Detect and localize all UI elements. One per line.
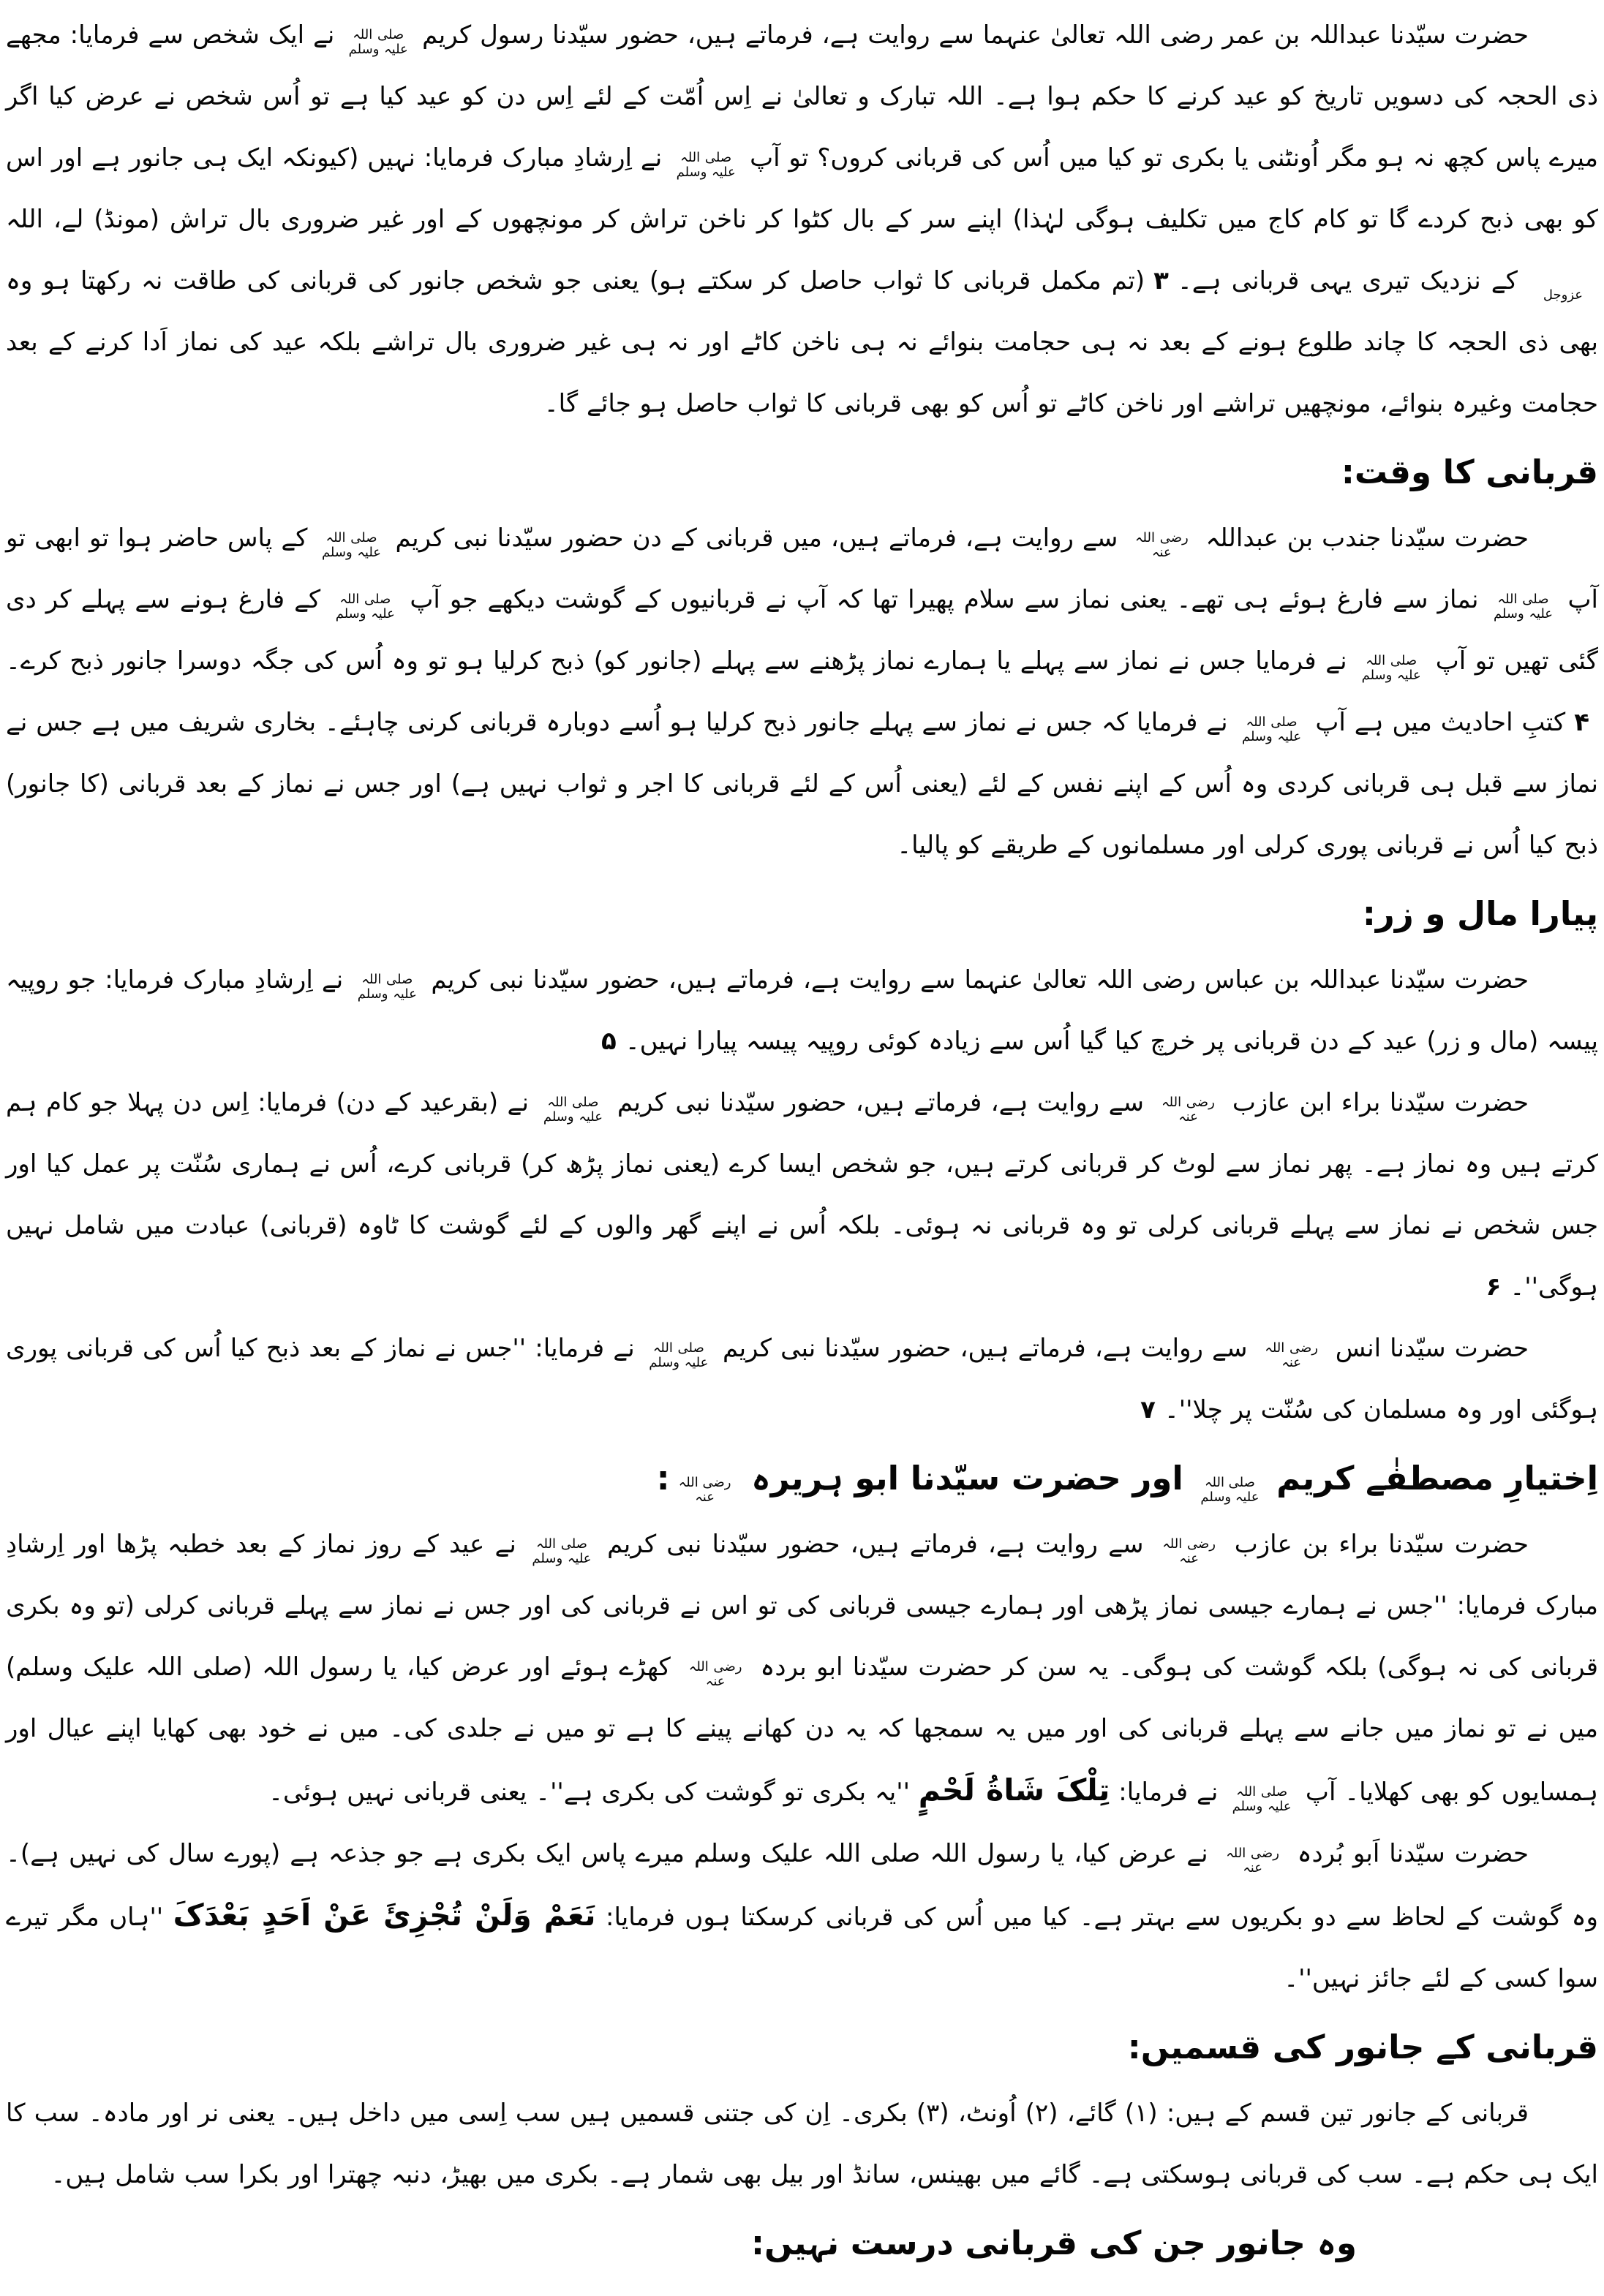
hadith-paragraph <box>6 507 1598 876</box>
hadith-paragraph <box>6 2082 1598 2205</box>
document-content <box>6 4 1598 2277</box>
text-run: سے روایت ہے، فرماتے ہیں، حضور سیّدنا نبی کریم <box>608 1088 1153 1117</box>
text-run: نے اِرشادِ مبارک فرمایا: جو روپیہ پیسہ (مال و زر) عید کے دن قربانی پر خرچ کیا گیا اُس سے زیادہ کوئی روپیہ پیسہ پیارا نہیں۔ <box>6 965 1598 1056</box>
arabic-quote: تِلْکَ شَاةُ لَحْمٍ <box>918 1772 1110 1808</box>
hadith-paragraph <box>6 1072 1598 1318</box>
honorific-mark: رضی اللہ عنہ <box>688 1658 742 1689</box>
honorific-mark: رضی اللہ عنہ <box>1265 1340 1318 1370</box>
text-run: نے فرمایا: <box>1110 1778 1227 1807</box>
hadith-paragraph <box>6 1318 1598 1440</box>
honorific-mark: رضی اللہ عنہ <box>1161 1094 1215 1125</box>
hadith-paragraph <box>6 1823 1598 2009</box>
honorific-mark: عزوجل <box>1543 287 1584 303</box>
honorific-mark: صلی اللہ علیہ وسلم <box>676 149 736 180</box>
text-run: نے عرض کیا، یا رسول اللہ صلی اللہ علیک وسلم میرے پاس ایک بکری ہے جو جذعہ ہے (پورے سال کی نہیں ہے)۔ وہ گوشت کے لحاظ سے دو بکریوں سے بہتر ہے۔ کیا میں اُس کی قربانی کرسکتا ہوں فرمایا: <box>6 1839 1598 1932</box>
hadith-paragraph <box>6 1514 1598 1823</box>
text-run: حضرت سیّدنا براء بن عازب <box>1224 1530 1529 1559</box>
text-run: کھڑے ہوئے اور عرض کیا، یا رسول اللہ (صلی اللہ علیک وسلم) میں نے تو نماز میں جانے سے پہلے قربانی کی اور میں یہ سمجھا کہ یہ دن کھانے پینے کا ہے تو میں نے جلدی کی۔ میں نے خود بھی کھایا اپنے عیال اور ہمسایوں کو بھی کھلایا۔ آپ <box>6 1653 1598 1807</box>
text-run: اِختیارِ مصطفٰے کریم <box>1265 1459 1598 1498</box>
text-run: نے (بقرعید کے دن) فرمایا: اِس دن پہلا جو کام ہم کرتے ہیں وہ نماز ہے۔ پھر نماز سے لوٹ کر قربانی کرتے ہیں، جو شخص ایسا کرے (یعنی نماز پڑھ کر) قربانی کرے، اُس نے ہماری سُنّت پر عمل کیا اور جس شخص نے نماز سے پہلے قربانی کرلی تو وہ قربانی نہ ہوئی۔ بلکہ اُس نے اپنے گھر والوں کے لئے گوشت کا ٹاوہ (قربانی) عبادت میں شامل نہیں ہوگی''۔ <box>6 1088 1598 1302</box>
text-run: نے عید کے روز نماز کے بعد خطبہ پڑھا اور اِرشادِ مبارک فرمایا: ''جس نے ہمارے جیسی نماز پڑھی اور ہمارے جیسی قربانی کی تو اس نے قربانی کی اور جس نے نماز سے پہلے قربانی کرلی (تو وہ بکری قربانی کی نہ ہوگی) بلکہ گوشت کی ہوگی۔ یہ سن کر حضرت سیّدنا ابو بردہ <box>6 1530 1598 1682</box>
text-run: سے روایت ہے، فرماتے ہیں، حضور سیّدنا نبی کریم <box>596 1530 1154 1559</box>
text-run: حضرت سیّدنا اَبو بُردہ <box>1287 1839 1529 1868</box>
text-run: نے فرمایا: ''جس نے نماز کے بعد ذبح کیا اُس کی قربانی پوری ہوگئی اور وہ مسلمان کی سُنّت پر چلا''۔ <box>6 1334 1598 1424</box>
hadith-paragraph <box>6 4 1598 434</box>
text-run: حضرت سیّدنا انس <box>1326 1334 1529 1363</box>
text-run: نے اِرشادِ مبارک فرمایا: نہیں (کیونکہ ایک ہی جانور ہے اور اس کو بھی ذبح کردے گا تو کام کاج میں تکلیف ہوگی لہٰذا) اپنے سر کے بال کٹوا کر ناخن تراش کر مونچھوں کے اور غیر ضروری بال تراش (مونڈ) لے، اللہ <box>6 143 1598 234</box>
text-run: قربانی کے جانور کی قسمیں: <box>1127 2028 1598 2066</box>
text-run: نے ایک شخص سے فرمایا: مجھے ذی الحجہ کی دسویں تاریخ کو عید کرنے کا حکم ہوا ہے۔ اللہ تبارک و تعالیٰ نے اِس اُمّت کے لئے اِس دن کو عید کیا ہے تو اُس شخص نے عرض کیا اگر میرے پاس کچھ نہ ہو مگر اُونٹنی یا بکری تو کیا میں اُس کی قربانی کروں؟ تو آپ <box>6 20 1598 173</box>
text-run: سے روایت ہے، فرماتے ہیں، میں قربانی کے دن حضور سیّدنا نبی کریم <box>386 524 1127 553</box>
honorific-mark: رضی اللہ عنہ <box>1226 1845 1279 1876</box>
section-heading <box>6 2210 1598 2277</box>
honorific-mark: صلی اللہ علیہ وسلم <box>321 529 382 560</box>
text-run: کتبِ احادیث میں ہے آپ <box>1306 708 1566 737</box>
text-run: قربانی کے جانور تین قسم کے ہیں: (۱) گائے، (۲) اُونٹ، (۳) بکری۔ اِن کی جتنی قسمیں ہیں سب اِسی میں داخل ہیں۔ یعنی نر اور مادہ۔ سب کا ایک ہی حکم ہے۔ سب کی قربانی ہوسکتی ہے۔ گائے میں بھینس، سانڈ اور بیل بھی شمار ہے۔ بکری میں بھیڑ، دنبہ چھترا اور بکرا سب شامل ہیں۔ <box>6 2099 1598 2189</box>
section-heading <box>6 2014 1598 2081</box>
honorific-mark: صلی اللہ علیہ وسلم <box>357 971 417 1002</box>
honorific-mark: رضی اللہ عنہ <box>1135 529 1189 560</box>
text-run: قربانی کا وقت: <box>1341 453 1598 491</box>
honorific-mark: صلی اللہ علیہ وسلم <box>1241 714 1302 744</box>
section-heading <box>6 880 1598 948</box>
text-run: پیارا مال و زر: <box>1362 894 1598 933</box>
hadith-paragraph <box>6 949 1598 1072</box>
honorific-mark: صلی اللہ علیہ وسلم <box>1361 652 1421 683</box>
hadith-reference-number: ۳ <box>1153 266 1169 295</box>
section-heading <box>6 439 1598 506</box>
hadith-reference-number: ۷ <box>1140 1395 1156 1424</box>
honorific-mark: صلی اللہ علیہ وسلم <box>1200 1474 1260 1505</box>
text-run: کے فارغ ہونے سے پہلے کر دی گئی تھیں تو آپ <box>6 585 1598 676</box>
text-run: سے روایت ہے، فرماتے ہیں، حضور سیّدنا نبی کریم <box>713 1334 1257 1363</box>
text-run: کے نزدیک تیری یہی قربانی ہے۔ <box>1177 266 1528 295</box>
text-run: ''یہ بکری تو گوشت کی بکری ہے''۔ یعنی قربانی نہیں ہوئی۔ <box>268 1778 919 1807</box>
text-run: (تم مکمل قربانی کا ثواب حاصل کر سکتے ہو) یعنی جو شخص جانور کی قربانی کی طاقت نہ رکھتا ہو وہ بھی ذی الحجہ کا چاند طلوع ہونے کے بعد نہ ہی حجامت بنوائے نہ ہی ناخن کاٹے اور نہ ہی غیر ضروری بال تراشے بلکہ عید کی نماز اَدا کرنے کے بعد حجامت وغیرہ بنوائے، مونچھیں تراشے اور ناخن کاٹے تو اُس کو بھی قربانی کا ثواب حاصل ہو جائے گا۔ <box>6 266 1598 418</box>
honorific-mark: صلی اللہ علیہ وسلم <box>649 1340 709 1370</box>
hadith-reference-number: ۵ <box>600 1027 617 1056</box>
text-run: نماز سے فارغ ہوئے ہی تھے۔ یعنی نماز سے سلام پھیرا تھا کہ آپ نے قربانیوں کے گوشت دیکھے جو آپ <box>400 585 1488 614</box>
honorific-mark: صلی اللہ علیہ وسلم <box>532 1536 592 1566</box>
honorific-mark: رضی اللہ عنہ <box>1162 1536 1216 1566</box>
text-run: حضرت سیّدنا عبداللہ بن عباس رضی اللہ تعالیٰ عنہما سے روایت ہے، فرماتے ہیں، حضور سیّدنا نبی کریم <box>422 965 1529 994</box>
text-run: وہ جانور جن کی قربانی درست نہیں: <box>751 2224 1357 2262</box>
section-heading <box>6 1445 1598 1512</box>
text-run: اور حضرت سیّدنا ابو ہریرہ <box>739 1459 1195 1498</box>
text-run: ''ہاں مگر تیرے سوا کسی کے لئے جائز نہیں''۔ <box>6 1903 1598 1993</box>
text-run: نے فرمایا کہ جس نے نماز سے پہلے جانور ذبح کرلیا ہو اُسے دوبارہ قربانی کرنی چاہئے۔ بخاری شریف میں ہے جس نے نماز سے قبل ہی قربانی کردی وہ اُس کے اپنے نفس کے لئے (یعنی اُس کے لئے قربانی کا اجر و ثواب نہیں ہے) اور جس نے نماز کے بعد قربانی (کا جانور) ذبح کیا اُس نے قربانی پوری کرلی اور مسلمانوں کے طریقے کو پالیا۔ <box>6 708 1598 860</box>
text-run: حضرت سیّدنا جندب بن عبداللہ <box>1197 524 1529 553</box>
honorific-mark: صلی اللہ علیہ وسلم <box>335 591 395 622</box>
hadith-reference-number: ۶ <box>1486 1272 1502 1302</box>
text-run: نے فرمایا جس نے نماز سے پہلے یا ہمارے نماز پڑھنے سے پہلے (جانور کو) ذبح کرلیا ہو تو وہ اُس کی جگہ دوسرا جانور ذبح کرے۔ <box>6 646 1357 676</box>
honorific-mark: صلی اللہ علیہ وسلم <box>543 1094 603 1125</box>
honorific-mark: صلی اللہ علیہ وسلم <box>1232 1783 1292 1814</box>
honorific-mark: صلی اللہ علیہ وسلم <box>348 26 408 57</box>
arabic-quote: نَعَمْ وَلَنْ تُجْزِیَٔ عَنْ اَحَدٍ بَعْدَکَ <box>173 1897 596 1933</box>
text-run: : <box>656 1459 670 1498</box>
honorific-mark: صلی اللہ علیہ وسلم <box>1493 591 1554 622</box>
hadith-reference-number: ۴ <box>1574 708 1589 737</box>
text-run: حضرت سیّدنا عبداللہ بن عمر رضی اللہ تعالیٰ عنہما سے روایت ہے، فرماتے ہیں، حضور سیّدنا رسول کریم <box>413 20 1529 50</box>
honorific-mark: رضی اللہ عنہ <box>678 1474 731 1505</box>
text-run: کے پاس حاضر ہوا تو ابھی تو آپ <box>6 524 1598 614</box>
text-run: حضرت سیّدنا براء ابن عازب <box>1223 1088 1529 1117</box>
